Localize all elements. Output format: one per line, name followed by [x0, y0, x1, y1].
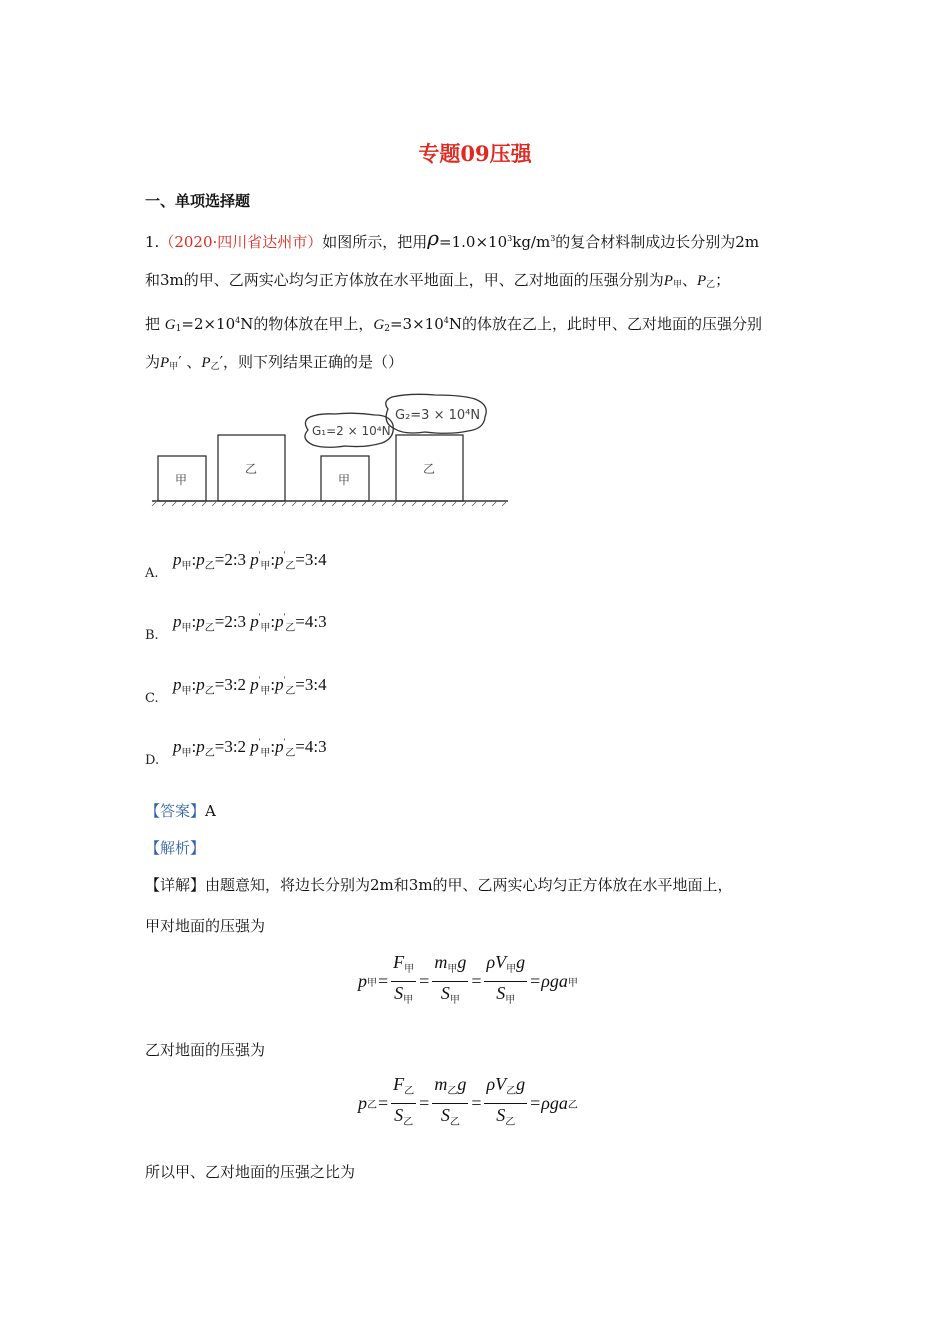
cubes-figure: [150, 393, 510, 511]
pressure-symbol: P: [696, 273, 707, 289]
exponent: 3: [550, 234, 556, 243]
question-text: N的物体放在甲上，: [240, 315, 374, 333]
subscript: 2: [384, 324, 390, 334]
subscript: 1: [175, 324, 182, 334]
weight-symbol: G: [164, 317, 176, 333]
option-d-label[interactable]: D.: [145, 753, 160, 768]
cube-jia-left-label: 甲: [175, 473, 188, 487]
pressure-symbol: P: [201, 355, 211, 371]
analysis-tag: 【解析】: [145, 839, 206, 857]
answer-tag: 【答案】: [145, 802, 206, 820]
question-line-2: [145, 270, 730, 295]
question-text: 和3m的甲、乙两实心均匀正方体放在水平地面上，甲、乙对地面的压强分别为: [145, 271, 664, 289]
question-line-4: [145, 352, 403, 377]
detail-tag: 【详解】: [145, 876, 206, 894]
question-text: =2×10: [181, 315, 236, 333]
subscript: 甲: [672, 280, 682, 290]
option-a-formula[interactable]: $p_甲:p_乙=2:3$ $p'_甲:p'_乙=3:4$: [173, 550, 327, 572]
question-text: 为: [145, 353, 161, 371]
option-c-formula[interactable]: $p_甲:p_乙=3:2$ $p'_甲:p'_乙=3:4$: [173, 675, 327, 697]
punct: 、: [681, 271, 697, 289]
question-text: 把: [145, 315, 161, 333]
section-heading: 一、单项选择题: [145, 192, 251, 210]
question-text: =1.0×10: [439, 233, 508, 251]
question-text: 如图所示，把用: [322, 233, 428, 251]
pressure-symbol: P: [663, 273, 673, 289]
subscript: 甲: [169, 362, 179, 372]
subscript: 乙: [210, 362, 220, 372]
exponent: 3: [507, 234, 513, 243]
cloud-g2-label: G₂=3 × 10⁴N: [395, 408, 481, 423]
option-d-formula[interactable]: $p_甲:p_乙=3:2$ $p'_甲:p'_乙=4:3$: [173, 737, 327, 759]
question-line-3: [145, 311, 762, 339]
question-source: （2020·四川省达州市）: [159, 233, 323, 251]
question-text: kg/m: [512, 233, 551, 251]
rho-symbol: ρ: [427, 226, 440, 250]
detail-line: [145, 874, 733, 895]
cube-jia-right-label: 甲: [338, 473, 351, 487]
subscript: 乙: [706, 280, 716, 290]
option-b-label[interactable]: B.: [145, 628, 159, 643]
question-text: =3×10: [389, 315, 444, 333]
detail-text: 由题意知，将边长分别为2m和3m的甲、乙两实心均匀正方体放在水平地面上，: [205, 876, 733, 894]
pressure-symbol: P: [160, 355, 170, 371]
prime: ′: [219, 353, 223, 371]
option-c-label[interactable]: C.: [145, 691, 159, 706]
question-text: 的复合材料制成边长分别为2m: [555, 233, 760, 251]
punct: 、: [186, 353, 202, 371]
cube-yi-right-label: 乙: [423, 462, 436, 476]
detail-line-3: 乙对地面的压强为: [145, 1041, 266, 1059]
cloud-g1-label: G₁=2 × 10⁴N: [312, 424, 391, 438]
option-a-label[interactable]: A.: [145, 566, 159, 581]
exponent: 4: [443, 316, 449, 325]
cube-yi-left-label: 乙: [245, 462, 258, 476]
answer-line: [145, 800, 216, 821]
question-number: 1.: [145, 233, 160, 251]
formula-jia: p 甲 = $\frac{F_甲}{S_甲}$ = $\frac{m_甲g}{S_甲}$ = $\frac{\rho V_甲g}{S_甲}$ = ρga 甲: [358, 952, 578, 1006]
exponent: 4: [235, 316, 241, 325]
detail-line-4: 所以甲、乙对地面的压强之比为: [145, 1163, 356, 1181]
page-title: 专题09压强: [418, 141, 532, 166]
question-text: N的体放在乙上，此时甲、乙对地面的压强分别: [448, 315, 762, 333]
formula-yi: p 乙 = $\frac{F_乙}{S_乙}$ = $\frac{m_乙g}{S_乙}$ = $\frac{\rho V_乙g}{S_乙}$ = ρga 乙: [358, 1074, 578, 1128]
answer-value: A: [205, 802, 216, 820]
question-text: ，则下列结果正确的是（）: [223, 353, 404, 371]
punct: ；: [715, 271, 731, 289]
weight-symbol: G: [373, 317, 385, 333]
detail-line-2: 甲对地面的压强为: [145, 917, 266, 935]
prime: ′: [178, 353, 182, 371]
option-b-formula[interactable]: $p_甲:p_乙=2:3$ $p'_甲:p'_乙=4:3$: [173, 612, 327, 634]
question-line-1: [145, 228, 759, 252]
